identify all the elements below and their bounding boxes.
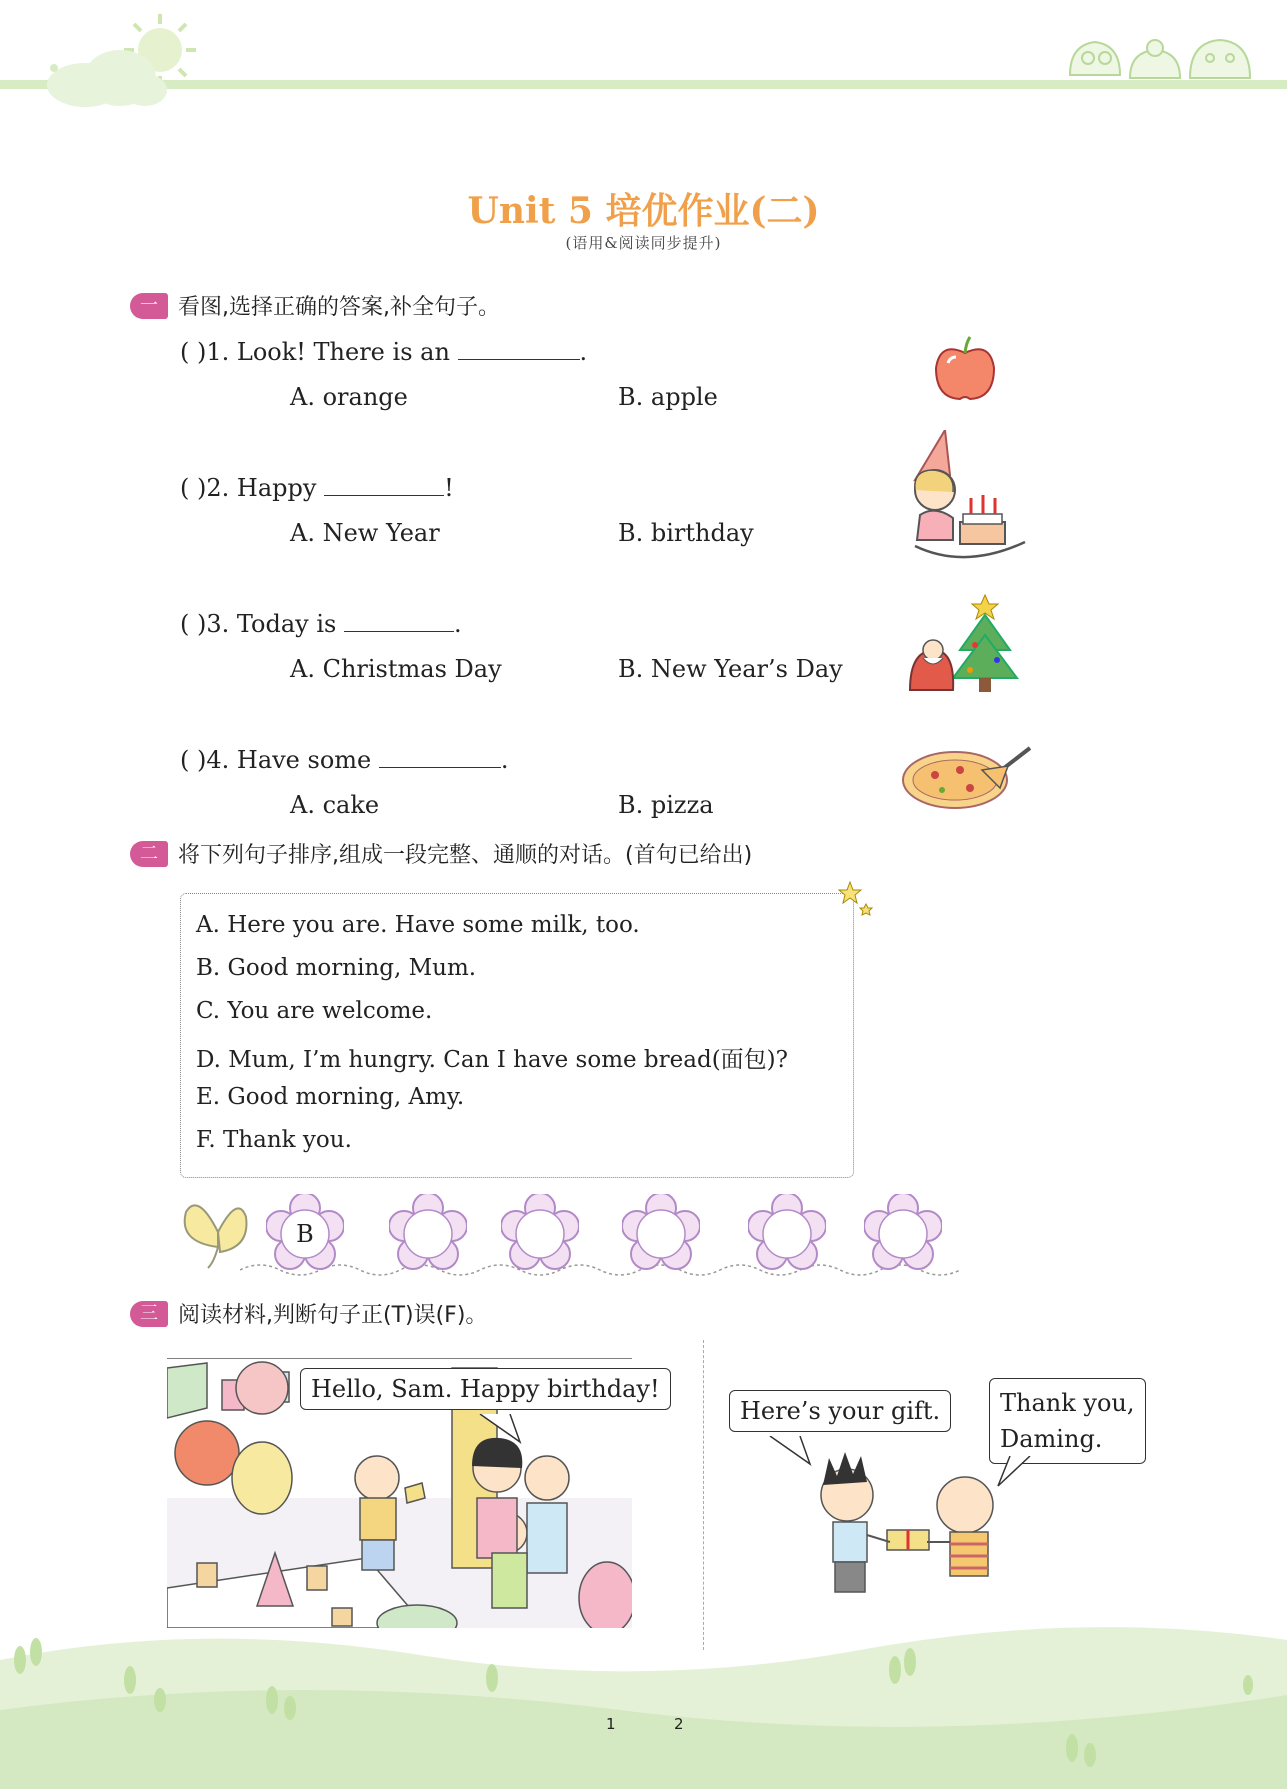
answer-paren[interactable]: ( ) bbox=[180, 338, 207, 366]
section-3-header bbox=[130, 1298, 487, 1329]
speech-bubble-3-line-2: Daming. bbox=[1000, 1425, 1103, 1453]
question-3 bbox=[180, 610, 462, 638]
question-end: . bbox=[500, 746, 509, 774]
flower-answer-2[interactable] bbox=[389, 1194, 467, 1272]
flower-answer-3[interactable] bbox=[501, 1194, 579, 1272]
speech-bubble-1-tail bbox=[470, 1414, 550, 1444]
page-number-left: 1 bbox=[606, 1715, 616, 1733]
cloud-icon bbox=[40, 40, 170, 110]
dialogue-line-f: F. Thank you. bbox=[196, 1127, 352, 1153]
option-a: A. cake bbox=[290, 791, 380, 819]
fill-blank[interactable] bbox=[344, 611, 454, 632]
question-4 bbox=[180, 746, 509, 774]
section-1-heading: 看图,选择正确的答案,补全句子。 bbox=[178, 295, 500, 320]
birthday-girl-icon bbox=[905, 430, 1030, 562]
option-a: A. New Year bbox=[290, 519, 440, 547]
dialogue-line-b: B. Good morning, Mum. bbox=[196, 955, 477, 981]
option-b: B. New Year’s Day bbox=[618, 655, 843, 683]
question-prompt: 4. Have some bbox=[206, 746, 372, 774]
question-prompt: 1. Look! There is an bbox=[206, 338, 450, 366]
section-3-heading: 阅读材料,判断句子正(T)误(F)。 bbox=[178, 1303, 488, 1328]
page-subtitle: (语用&阅读同步提升) bbox=[565, 234, 722, 252]
option-b: B. apple bbox=[618, 383, 718, 411]
option-b: B. birthday bbox=[618, 519, 754, 547]
pizza-icon bbox=[900, 740, 1035, 812]
animal-heads-icon bbox=[1060, 20, 1260, 85]
section-1-badge: 一 bbox=[130, 293, 168, 319]
star-icon bbox=[838, 880, 874, 916]
dialogue-line-c: C. You are welcome. bbox=[196, 998, 433, 1024]
section-1-header bbox=[130, 290, 500, 321]
answer-paren[interactable]: ( ) bbox=[180, 474, 207, 502]
dialogue-line-d: D. Mum, I’m hungry. Can I have some bread(面包)? bbox=[196, 1047, 788, 1073]
footer-hills bbox=[0, 1600, 1287, 1789]
flower-answer-5[interactable] bbox=[748, 1194, 826, 1272]
speech-bubble-2: Here’s your gift. bbox=[729, 1390, 951, 1432]
christmas-tree-icon bbox=[905, 590, 1030, 700]
question-prompt: 2. Happy bbox=[206, 474, 317, 502]
question-prompt: 3. Today is bbox=[206, 610, 337, 638]
speech-bubble-3-line-1: Thank you, bbox=[1000, 1389, 1135, 1417]
option-a: A. orange bbox=[290, 383, 408, 411]
section-2-heading: 将下列句子排序,组成一段完整、通顺的对话。(首句已给出) bbox=[178, 843, 753, 868]
speech-bubble-1: Hello, Sam. Happy birthday! bbox=[300, 1368, 671, 1410]
flower-answer-1-text: B bbox=[296, 1220, 314, 1248]
answer-paren[interactable]: ( ) bbox=[180, 610, 207, 638]
section-2-badge: 二 bbox=[130, 841, 168, 867]
page-number-right: 2 bbox=[674, 1715, 684, 1733]
dialogue-line-e: E. Good morning, Amy. bbox=[196, 1084, 465, 1110]
option-b: B. pizza bbox=[618, 791, 714, 819]
dialogue-line-a: A. Here you are. Have some milk, too. bbox=[196, 912, 640, 938]
flower-answer-4[interactable] bbox=[622, 1194, 700, 1272]
section-2-header bbox=[130, 838, 752, 869]
section-3-badge: 三 bbox=[130, 1301, 168, 1327]
page-title: Unit 5 培优作业(二) bbox=[467, 190, 820, 232]
apple-icon bbox=[930, 333, 1000, 405]
fill-blank[interactable] bbox=[458, 339, 580, 360]
flower-answer-6[interactable] bbox=[864, 1194, 942, 1272]
gift-giving-boys-illustration bbox=[795, 1450, 1025, 1595]
question-end: . bbox=[579, 338, 588, 366]
question-end: ! bbox=[444, 474, 454, 502]
option-a: A. Christmas Day bbox=[290, 655, 502, 683]
question-end: . bbox=[453, 610, 462, 638]
answer-paren[interactable]: ( ) bbox=[180, 746, 207, 774]
question-2 bbox=[180, 474, 454, 502]
question-1 bbox=[180, 338, 587, 366]
fill-blank[interactable] bbox=[379, 747, 501, 768]
fill-blank[interactable] bbox=[324, 475, 444, 496]
